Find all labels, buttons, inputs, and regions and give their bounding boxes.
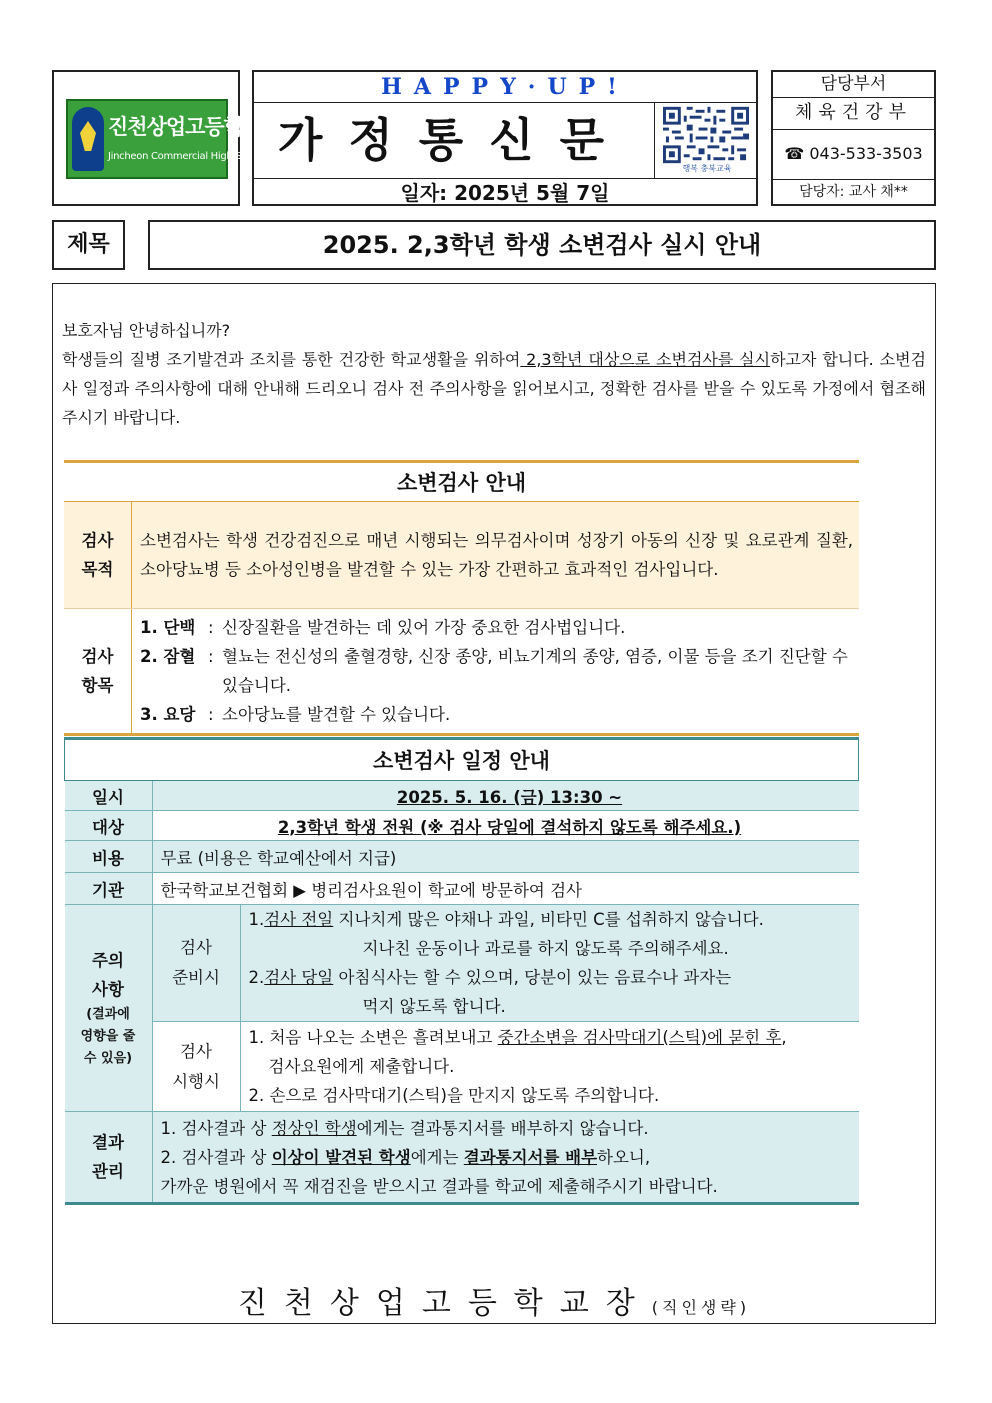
intro-paragraph bbox=[62, 345, 926, 432]
table-row bbox=[65, 1022, 859, 1112]
cost-label: 비용 bbox=[65, 841, 153, 873]
list-item: 1. 처음 나오는 소변은 흘려보내고 중간소변을 검사막대기(스틱)에 묻힌 후, bbox=[248, 1028, 787, 1047]
test-items bbox=[132, 609, 860, 735]
table-row bbox=[65, 1112, 859, 1204]
principal-name: 진천상업고등학교장 bbox=[237, 1286, 652, 1321]
target-label: 대상 bbox=[65, 811, 153, 841]
schedule-table-title: 소변검사 일정 안내 bbox=[65, 739, 859, 781]
intro-text-after: 하고자 합니다. 소변검사 일정과 주의사항에 대해 안내해 드리오니 검사 전 주의사항을 읽어보시고, 정확한 검사를 받을 수 있도록 가정에서 협조해 주시기 바랍니다. bbox=[62, 350, 926, 427]
date-value: 2025. 5. 16. (금) 13:30 ~ bbox=[152, 781, 859, 811]
prep-label: 검사 준비시 bbox=[152, 905, 240, 1022]
department-name: 체육건강부 bbox=[773, 97, 934, 130]
urine-test-info-table bbox=[64, 460, 859, 736]
urine-test-schedule-table bbox=[64, 737, 859, 1205]
subject-label: 제목 bbox=[52, 220, 125, 270]
school-logo-box bbox=[52, 70, 267, 206]
happy-up-banner: HAPPY·UP! bbox=[254, 72, 756, 103]
intro-text-before: 학생들의 질병 조기발견과 조치를 통한 건강한 학교생활을 위하여 bbox=[62, 350, 521, 369]
info-table-title: 소변검사 안내 bbox=[64, 462, 859, 502]
principal-signature bbox=[52, 1284, 936, 1328]
list-item: 2. 검사결과 상 이상이 발견된 학생에게는 결과통지서를 배부하오니, bbox=[160, 1147, 651, 1167]
table-row bbox=[65, 841, 859, 873]
result-notes bbox=[152, 1112, 859, 1204]
department-person: 담당자: 교사 채** bbox=[799, 184, 908, 200]
exec-label: 검사 시행시 bbox=[152, 1022, 240, 1112]
purpose-text: 소변검사는 학생 건강검진으로 매년 시행되는 의무검사이며 성장기 아동의 신장 및 요로관계 질환, 소아당뇨병 등 소아성인병을 발견할 수 있는 가장 간편하고 효과적인 검사입니다. bbox=[132, 502, 860, 609]
issue-date: 일자: 2025년 5월 7일 bbox=[254, 178, 756, 207]
table-row bbox=[65, 811, 859, 841]
table-row bbox=[64, 502, 859, 609]
table-row bbox=[65, 905, 859, 1022]
cost-value: 무료 (비용은 학교예산에서 지급) bbox=[152, 841, 859, 873]
school-emblem-icon bbox=[72, 107, 104, 171]
result-label: 결과 관리 bbox=[65, 1112, 153, 1204]
logo-school-name-en: Jincheon Commercial High School bbox=[108, 151, 267, 162]
list-item: 2. 검사 당일 아침식사는 할 수 있으며, 당분이 있는 음료수나 과자는 bbox=[248, 968, 732, 987]
table-row bbox=[65, 781, 859, 811]
list-item: 1. 검사결과 상 정상인 학생에게는 결과통지서를 배부하지 않습니다. bbox=[160, 1118, 649, 1138]
logo-school-name-ko: 진천상업고등학교 bbox=[108, 115, 263, 139]
qr-caption: 행복 충북교육 bbox=[682, 164, 732, 173]
list-item: 2. 잠혈 : 혈뇨는 전신성의 출혈경향, 신장 종양, 비뇨기계의 종양, 염증, 이물 등을 조기 진단할 수 있습니다. bbox=[140, 647, 848, 695]
school-logo bbox=[66, 99, 267, 179]
list-item: 가까운 병원에서 꼭 재검진을 받으시고 결과를 학교에 제출해주시기 바랍니다. bbox=[160, 1176, 718, 1196]
greeting: 보호자님 안녕하십니까? bbox=[62, 321, 231, 340]
seal-note: (직인생략) bbox=[651, 1298, 751, 1317]
qr-code[interactable] bbox=[654, 102, 757, 178]
items-label: 검사 항목 bbox=[64, 609, 132, 735]
org-label: 기관 bbox=[65, 873, 153, 905]
target-value: 2,3학년 학생 전원 (※ 검사 당일에 결석하지 않도록 해주세요.) bbox=[152, 811, 859, 841]
department-label: 담당부서 bbox=[773, 72, 934, 98]
page-title: 가정통신문 bbox=[277, 113, 631, 167]
table-row bbox=[65, 873, 859, 905]
exec-notes: 1. 처음 나오는 소변은 흘려보내고 중간소변을 검사막대기(스틱)에 묻힌 후, 검사요원에게 제출합니다. 2. 손으로 검사막대기(스틱)을 만지지 않도록 주의합니다. bbox=[240, 1022, 859, 1112]
arrow-right-icon: ▶ bbox=[293, 880, 306, 900]
prep-notes: 1. 검사 전일 지나치게 많은 야채나 과일, 비타민 C를 섭취하지 않습니다. 지나친 운동이나 과로를 하지 않도록 주의해주세요. 2. 검사 당일 아침식사는 할 수 있으며, 당분이 있는 음료수나 과자는 먹지 않도록 합니다. bbox=[240, 905, 859, 1022]
table-row bbox=[64, 609, 859, 735]
date-label: 일시 bbox=[65, 781, 153, 811]
department-phone: ☎ 043-533-3503 bbox=[773, 129, 934, 180]
org-value: 한국학교보건협회 ▶ 병리검사요원이 학교에 방문하여 검사 bbox=[152, 873, 859, 905]
purpose-label: 검사 목적 bbox=[64, 502, 132, 609]
department-box bbox=[771, 70, 936, 206]
list-item: 3. 요당 : 소아당뇨를 발견할 수 있습니다. bbox=[140, 705, 451, 724]
subject-title: 2025. 2,3학년 학생 소변검사 실시 안내 bbox=[148, 220, 936, 270]
qr-code-icon bbox=[663, 106, 749, 164]
list-item: 1. 검사 전일 지나치게 많은 야채나 과일, 비타민 C를 섭취하지 않습니다. bbox=[248, 910, 764, 929]
list-item: 1. 단백 : 신장질환을 발견하는 데 있어 가장 중요한 검사법입니다. bbox=[140, 618, 626, 637]
caution-label: 주의 사항 (결과에 영향을 줄 수 있음) bbox=[65, 905, 153, 1112]
newsletter-title-box bbox=[252, 70, 758, 206]
list-item: 2. 손으로 검사막대기(스틱)을 만지지 않도록 주의합니다. bbox=[248, 1086, 660, 1105]
intro-text-underlined: 2,3학년 대상으로 소변검사를 실시 bbox=[520, 350, 771, 369]
